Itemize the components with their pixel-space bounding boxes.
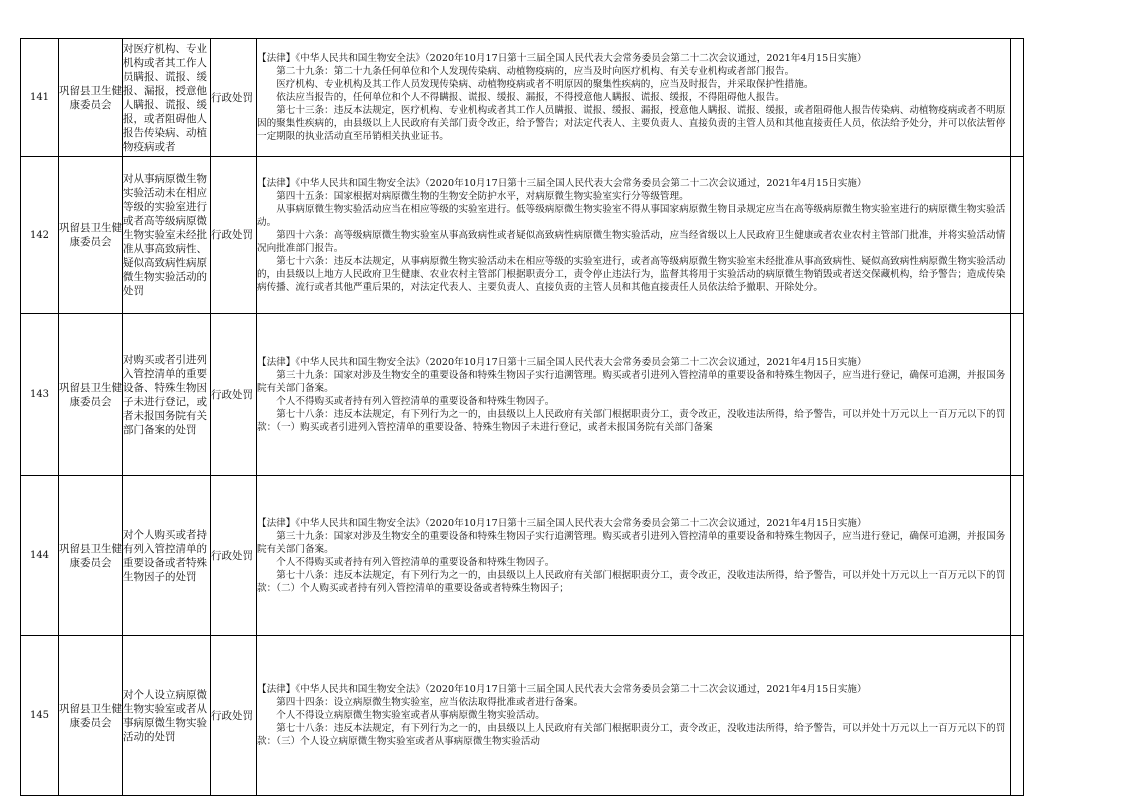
remarks-cell: [1011, 39, 1024, 157]
row-number: 145: [21, 636, 59, 796]
basis-line: 个人不得设立病原微生物实验室或者从事病原微生物实验活动。: [276, 710, 545, 721]
basis-line: 【法律】《中华人民共和国生物安全法》（2020年10月17日第十三届全国人民代表大会常务委员会第二十二次会议通过，2021年4月15日实施）: [257, 53, 867, 64]
basis-line: 个人不得购买或者持有列入管控清单的重要设备和特殊生物因子。: [276, 556, 555, 568]
legal-basis: [257, 683, 1010, 748]
row-number: 142: [21, 157, 59, 314]
row-number: 143: [21, 314, 59, 476]
basis-line: 依法应当报告的，任何单位和个人不得瞒报、谎报、缓报、漏报，不得授意他人瞒报、谎报、缓报，不得阻碍他人报告。: [276, 92, 785, 103]
department: 巩留县卫生健康委员会: [59, 39, 123, 157]
item-type: 行政处罚: [211, 314, 257, 476]
basis-line: 个人不得购买或者持有列入管控清单的重要设备和特殊生物因子。: [276, 395, 555, 407]
table-row: [21, 314, 1024, 476]
legal-basis: [257, 517, 1010, 595]
department: 巩留县卫生健康委员会: [59, 157, 123, 314]
item-type: 行政处罚: [211, 476, 257, 636]
basis-line: 第四十四条：设立病原微生物实验室，应当依法取得批准或者进行备案。: [276, 697, 584, 708]
item-name: 对购买或者引进列入管控清单的重要设备、特殊生物因子未进行登记，或者未报国务院有关部门备案的处罚: [123, 353, 207, 436]
item-name: 对医疗机构、专业机构或者其工作人员瞒报、谎报、缓报、漏报，授意他人瞒报、谎报、缓报，或者阻碍他人报告传染病、动植物疫病或者: [123, 42, 207, 153]
enforcement-table: [20, 38, 1024, 796]
item-name: 对从事病原微生物实验活动未在相应等级的实验室进行或者高等级病原微生物实验室未经批准从事高致病性、疑似高致病性病原微生物实验活动的处罚: [123, 173, 207, 297]
remarks-cell: [1011, 636, 1024, 796]
basis-line: 【法律】《中华人民共和国生物安全法》（2020年10月17日第十三届全国人民代表大会常务委员会第二十二次会议通过，2021年4月15日实施）: [257, 177, 867, 189]
item-type: 行政处罚: [211, 636, 257, 796]
table-row: [21, 636, 1024, 796]
basis-line: 第二十九条：第二十九条任何单位和个人发现传染病、动植物疫病的，应当及时向医疗机构、有关专业机构或者部门报告。: [276, 66, 795, 77]
table-row: [21, 476, 1024, 636]
legal-basis: [257, 356, 1010, 434]
item-type: 行政处罚: [211, 157, 257, 314]
remarks-cell: [1011, 476, 1024, 636]
item-name: 对个人设立病原微生物实验室或者从事病原微生物实验活动的处罚: [123, 688, 207, 743]
department: 巩留县卫生健康委员会: [59, 636, 123, 796]
row-number: 141: [21, 39, 59, 157]
table-row: [21, 39, 1024, 157]
department: 巩留县卫生健康委员会: [59, 476, 123, 636]
legal-basis: [257, 177, 1010, 294]
basis-line: 第七十六条：违反本法规定，从事病原微生物实验活动未在相应等级的实验室进行，或者高等级病原微生物实验室未经批准从事高致病性、疑似高致病性病原微生物实验活动的，由县级以上地方人民政府卫生健康、农业农村主管部门根据职责分工，责令停止违法行为，监督其将用于实验活动的病原微生物销毁或者送交保藏机构，给予警告；造成传染病传播、流行或者其他严重后果的，对法定代表人、主要负责人、直接负责的主管人员和其他直接责任人员依法给予撤职、开除处分。: [257, 255, 1006, 293]
department: 巩留县卫生健康委员会: [59, 314, 123, 476]
basis-line: 医疗机构、专业机构及其工作人员发现传染病、动植物疫病或者不明原因的聚集性疾病的，应当及时报告，并采取保护性措施。: [276, 79, 814, 90]
basis-line: 第七十八条：违反本法规定，有下列行为之一的，由县级以上人民政府有关部门根据职责分工，责令改正，没收违法所得，给予警告，可以并处十万元以上一百万元以下的罚款：（二）个人购买或者持有列入管控清单的重要设备或者特殊生物因子；: [257, 569, 1006, 594]
basis-line: 第三十九条：国家对涉及生物安全的重要设备和特殊生物因子实行追溯管理。购买或者引进列入管控清单的重要设备和特殊生物因子，应当进行登记，确保可追溯，并报国务院有关部门备案。: [257, 369, 1006, 394]
item-name: 对个人购买或者持有列入管控清单的重要设备或者特殊生物因子的处罚: [123, 528, 207, 583]
legal-basis: [257, 52, 1010, 143]
table-row: [21, 157, 1024, 314]
basis-line: 【法律】《中华人民共和国生物安全法》（2020年10月17日第十三届全国人民代表大会常务委员会第二十二次会议通过，2021年4月15日实施）: [257, 356, 867, 368]
remarks-cell: [1011, 157, 1024, 314]
basis-line: 第七十三条：违反本法规定，医疗机构、专业机构或者其工作人员瞒报、谎报、缓报、漏报，授意他人瞒报、谎报、缓报，或者阻碍他人报告传染病、动植物疫病或者不明原因的聚集性疾病的，由县级以上人民政府有关部门责令改正，给予警告；对法定代表人、主要负责人、直接负责的主管人员和其他直接责任人员，依法给予处分，并可以依法暂停一定期限的执业活动直至吊销相关执业证书。: [257, 105, 1006, 142]
remarks-cell: [1011, 314, 1024, 476]
basis-line: 第七十八条：违反本法规定，有下列行为之一的，由县级以上人民政府有关部门根据职责分工，责令改正，没收违法所得，给予警告，可以并处十万元以上一百万元以下的罚款：（三）个人设立病原微生物实验室或者从事病原微生物实验活动: [257, 723, 1006, 747]
basis-line: 【法律】《中华人民共和国生物安全法》（2020年10月17日第十三届全国人民代表大会常务委员会第二十二次会议通过，2021年4月15日实施）: [257, 684, 867, 695]
basis-line: 【法律】《中华人民共和国生物安全法》（2020年10月17日第十三届全国人民代表大会常务委员会第二十二次会议通过，2021年4月15日实施）: [257, 517, 867, 529]
basis-line: 从事病原微生物实验活动应当在相应等级的实验室进行。低等级病原微生物实验室不得从事国家病原微生物目录规定应当在高等级病原微生物实验室进行的病原微生物实验活动。: [257, 203, 1006, 228]
basis-line: 第四十五条：国家根据对病原微生物的生物安全防护水平，对病原微生物实验室实行分等级管理。: [276, 190, 689, 202]
item-type: 行政处罚: [211, 39, 257, 157]
row-number: 144: [21, 476, 59, 636]
basis-line: 第七十八条：违反本法规定，有下列行为之一的，由县级以上人民政府有关部门根据职责分工，责令改正，没收违法所得，给予警告，可以并处十万元以上一百万元以下的罚款：（一）购买或者引进列入管控清单的重要设备、特殊生物因子未进行登记，或者未报国务院有关部门备案: [257, 408, 1006, 433]
basis-line: 第四十六条：高等级病原微生物实验室从事高致病性或者疑似高致病性病原微生物实验活动，应当经省级以上人民政府卫生健康或者农业农村主管部门批准，并将实验活动情况向批准部门报告。: [257, 229, 1006, 254]
basis-line: 第三十九条：国家对涉及生物安全的重要设备和特殊生物因子实行追溯管理。购买或者引进列入管控清单的重要设备和特殊生物因子，应当进行登记，确保可追溯，并报国务院有关部门备案。: [257, 530, 1006, 555]
